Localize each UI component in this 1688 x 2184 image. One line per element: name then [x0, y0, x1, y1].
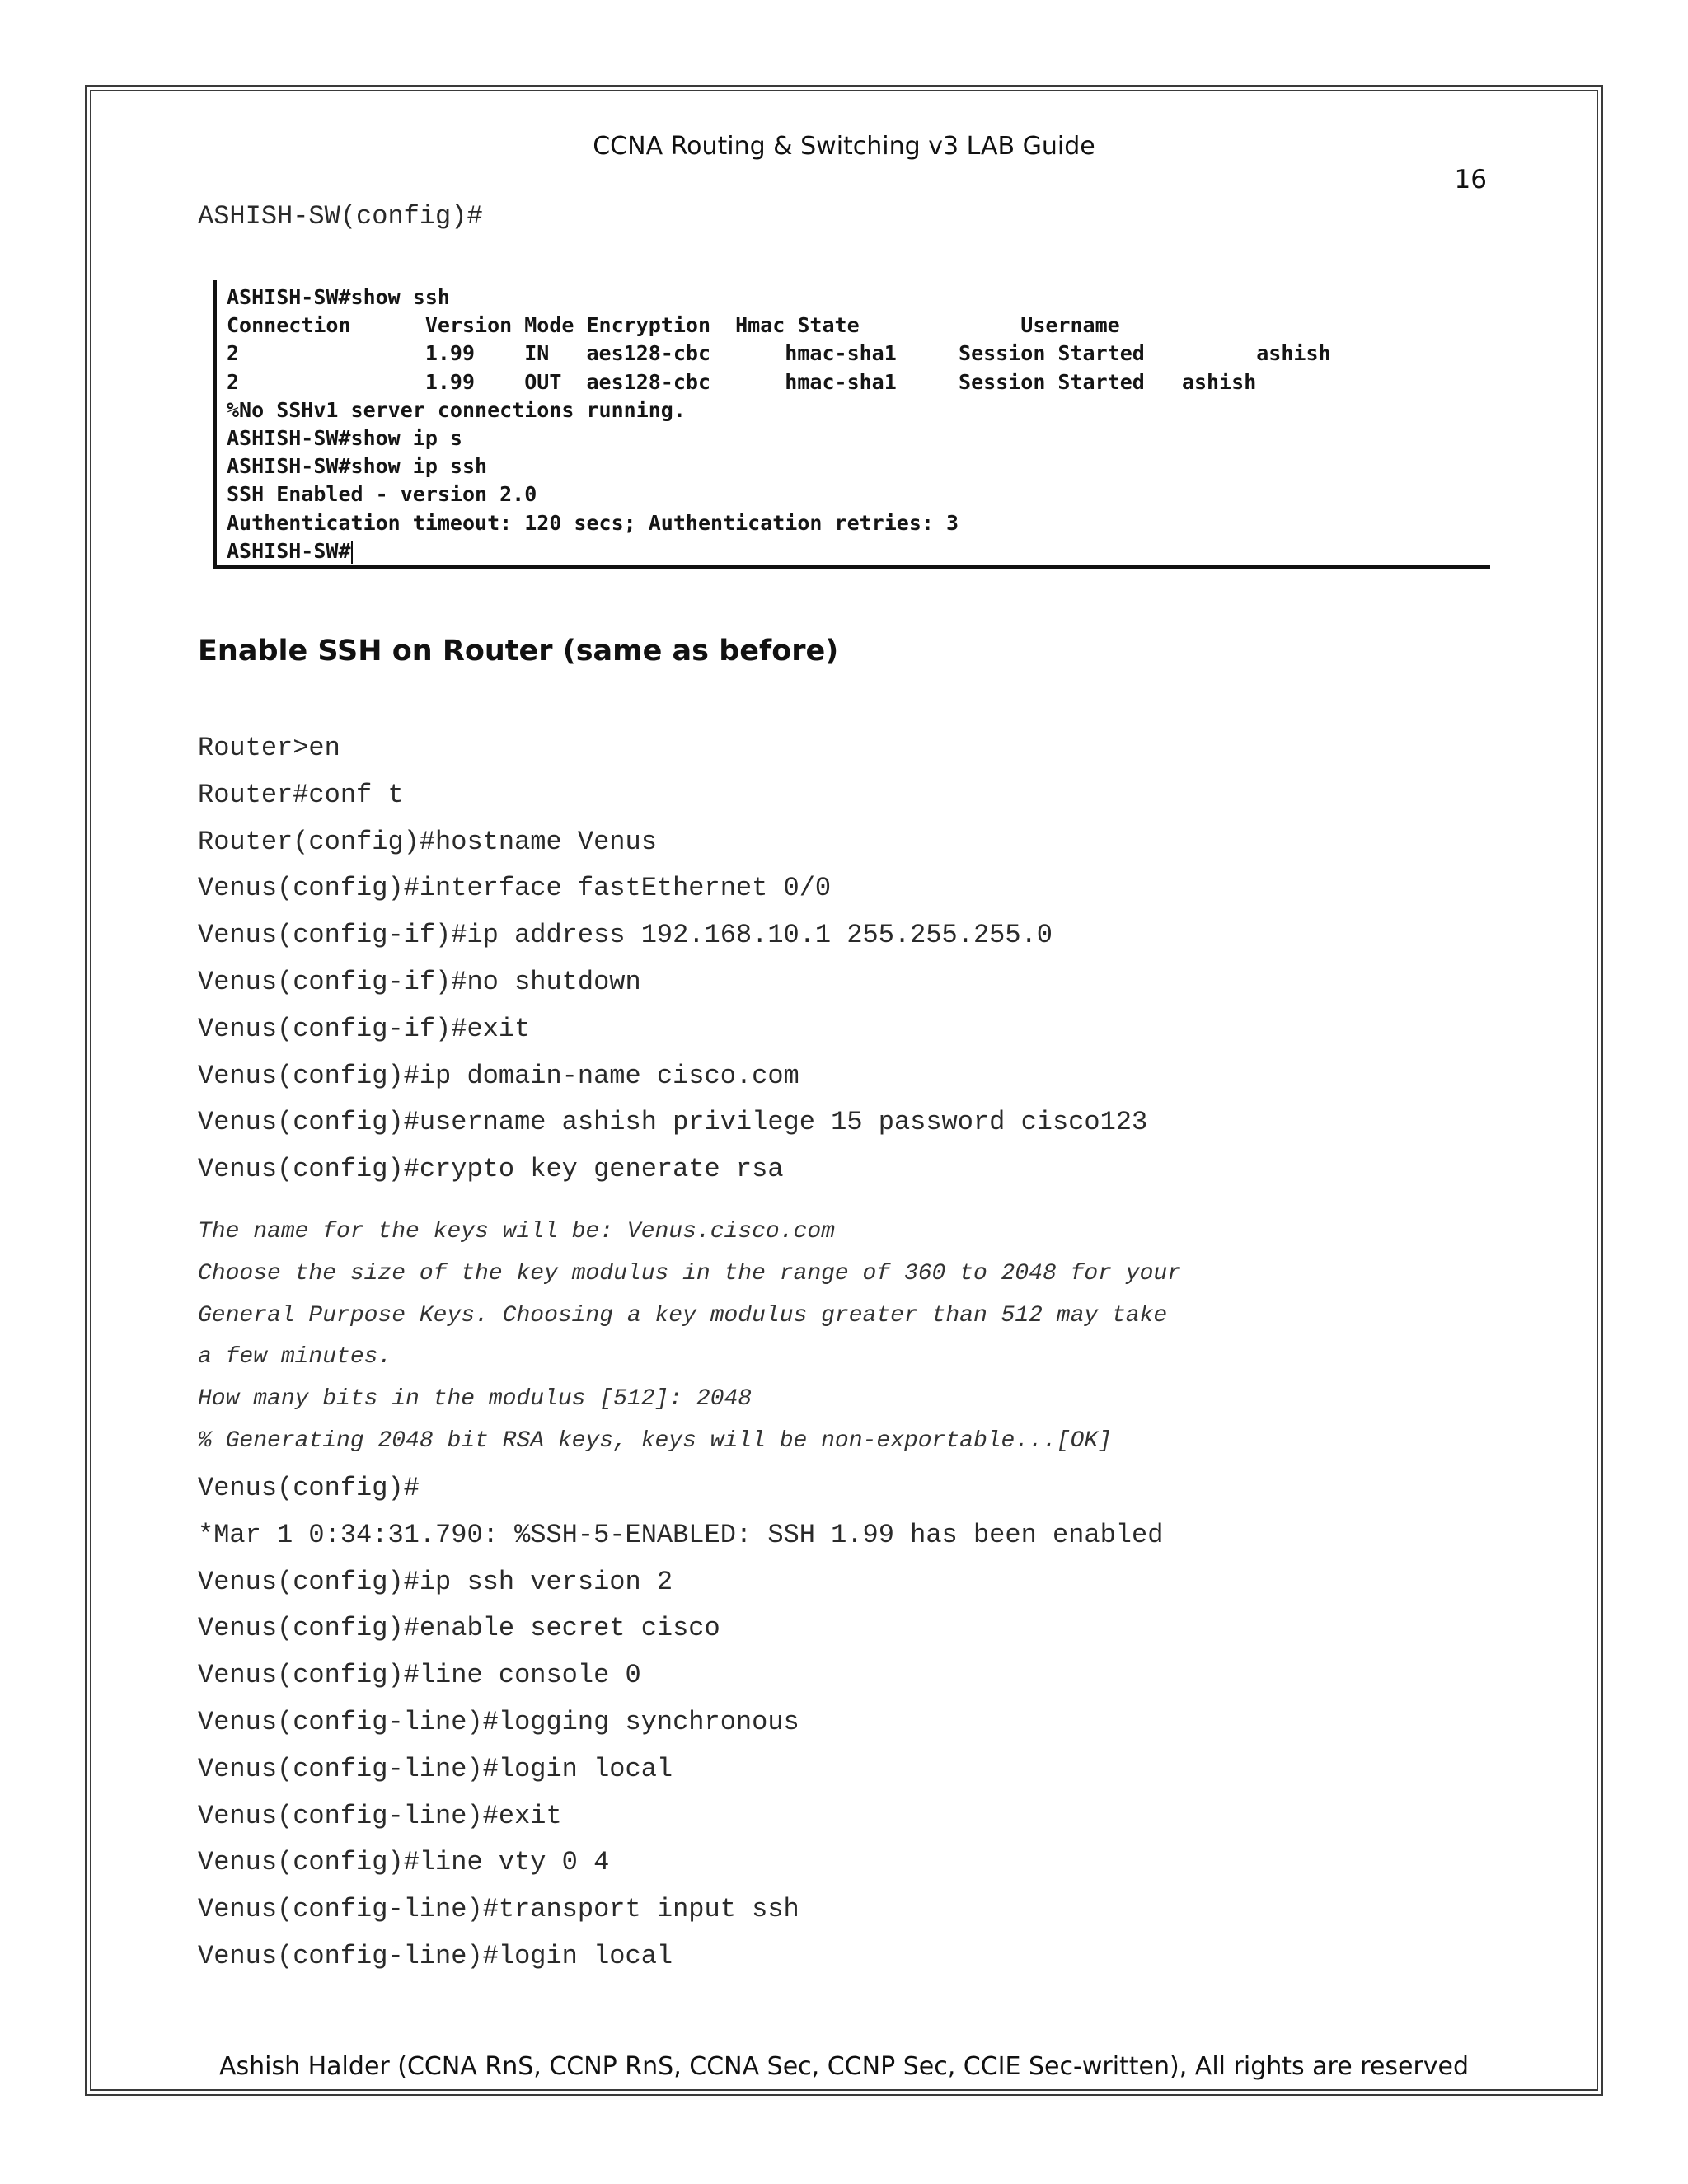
terminal-screenshot: [213, 280, 1490, 569]
command-block-2: [198, 1465, 1163, 1980]
command-line: Router#conf t: [198, 779, 404, 810]
command-line: Venus(config-if)#ip address 192.168.10.1 255.255.255.0: [198, 920, 1053, 951]
command-line: Venus(config)#username ashish privilege 15 password cisco123: [198, 1107, 1148, 1138]
command-line: Venus(config-line)#exit: [198, 1800, 562, 1831]
output-line: How many bits in the modulus [512]: 2048: [198, 1386, 753, 1413]
page-footer: Ashish Halder (CCNA RnS, CCNP RnS, CCNA Sec, CCNP Sec, CCIE Sec-written), All rights are reserved: [218, 2052, 1470, 2081]
terminal-line: ASHISH-SW#show ip ssh: [227, 454, 488, 479]
command-line: Venus(config-line)#transport input ssh: [198, 1894, 799, 1925]
terminal-line: %No SSHv1 server connections running.: [227, 397, 686, 422]
switch-config-prompt: ASHISH-SW(config)#: [198, 201, 483, 232]
command-line: Venus(config-line)#logging synchronous: [198, 1706, 799, 1737]
command-line: Venus(config)#enable secret cisco: [198, 1613, 720, 1644]
command-line: Venus(config)#interface fastEthernet 0/0: [198, 873, 832, 904]
command-line: Venus(config)#: [198, 1473, 420, 1503]
command-block-1: [198, 725, 1147, 1193]
command-line: Router(config)#hostname Venus: [198, 826, 657, 857]
terminal-cursor: [351, 541, 353, 564]
command-line: *Mar 1 0:34:31.790: %SSH-5-ENABLED: SSH 1.99 has been enabled: [198, 1519, 1164, 1550]
terminal-line: 2 1.99 OUT aes128-cbc hmac-sha1 Session Started ashish: [227, 369, 1257, 394]
output-line: The name for the keys will be: Venus.cisco.com: [198, 1219, 835, 1244]
terminal-line: SSH Enabled - version 2.0: [227, 482, 537, 507]
terminal-line: Authentication timeout: 120 secs; Authentication retries: 3: [227, 510, 959, 535]
command-line: Venus(config-if)#no shutdown: [198, 966, 641, 997]
terminal-last-line: [227, 537, 1490, 565]
output-line: Choose the size of the key modulus in the range of 360 to 2048 for your: [198, 1260, 1181, 1286]
section-heading: Enable SSH on Router (same as before): [198, 635, 839, 668]
command-line: Router>en: [198, 733, 340, 763]
output-line: % Generating 2048 bit RSA keys, keys will be non-exportable...[OK]: [198, 1427, 1112, 1454]
terminal-prompt: ASHISH-SW#: [227, 538, 351, 563]
output-line: a few minutes.: [198, 1344, 392, 1371]
command-line: Venus(config)#line console 0: [198, 1660, 641, 1691]
command-line: Venus(config)#ip domain-name cisco.com: [198, 1060, 799, 1091]
command-line: Venus(config-line)#login local: [198, 1940, 673, 1971]
page-number: 16: [1454, 165, 1487, 194]
command-line: Venus(config)#ip ssh version 2: [198, 1566, 673, 1597]
terminal-line: ASHISH-SW#show ssh: [227, 285, 450, 309]
output-line: General Purpose Keys. Choosing a key modulus greater than 512 may take: [198, 1302, 1168, 1329]
command-line: Venus(config-if)#exit: [198, 1013, 531, 1044]
terminal-line: Connection Version Mode Encryption Hmac State Username: [227, 313, 1120, 338]
command-line: Venus(config)#line vty 0 4: [198, 1847, 610, 1878]
rsa-output-block: [198, 1212, 1181, 1463]
command-line: Venus(config)#crypto key generate rsa: [198, 1154, 784, 1185]
terminal-line: ASHISH-SW#show ip s: [227, 425, 462, 450]
command-line: Venus(config-line)#login local: [198, 1753, 673, 1784]
page-header-title: CCNA Routing & Switching v3 LAB Guide: [593, 132, 1095, 161]
terminal-line: 2 1.99 IN aes128-cbc hmac-sha1 Session Started ashish: [227, 341, 1331, 366]
